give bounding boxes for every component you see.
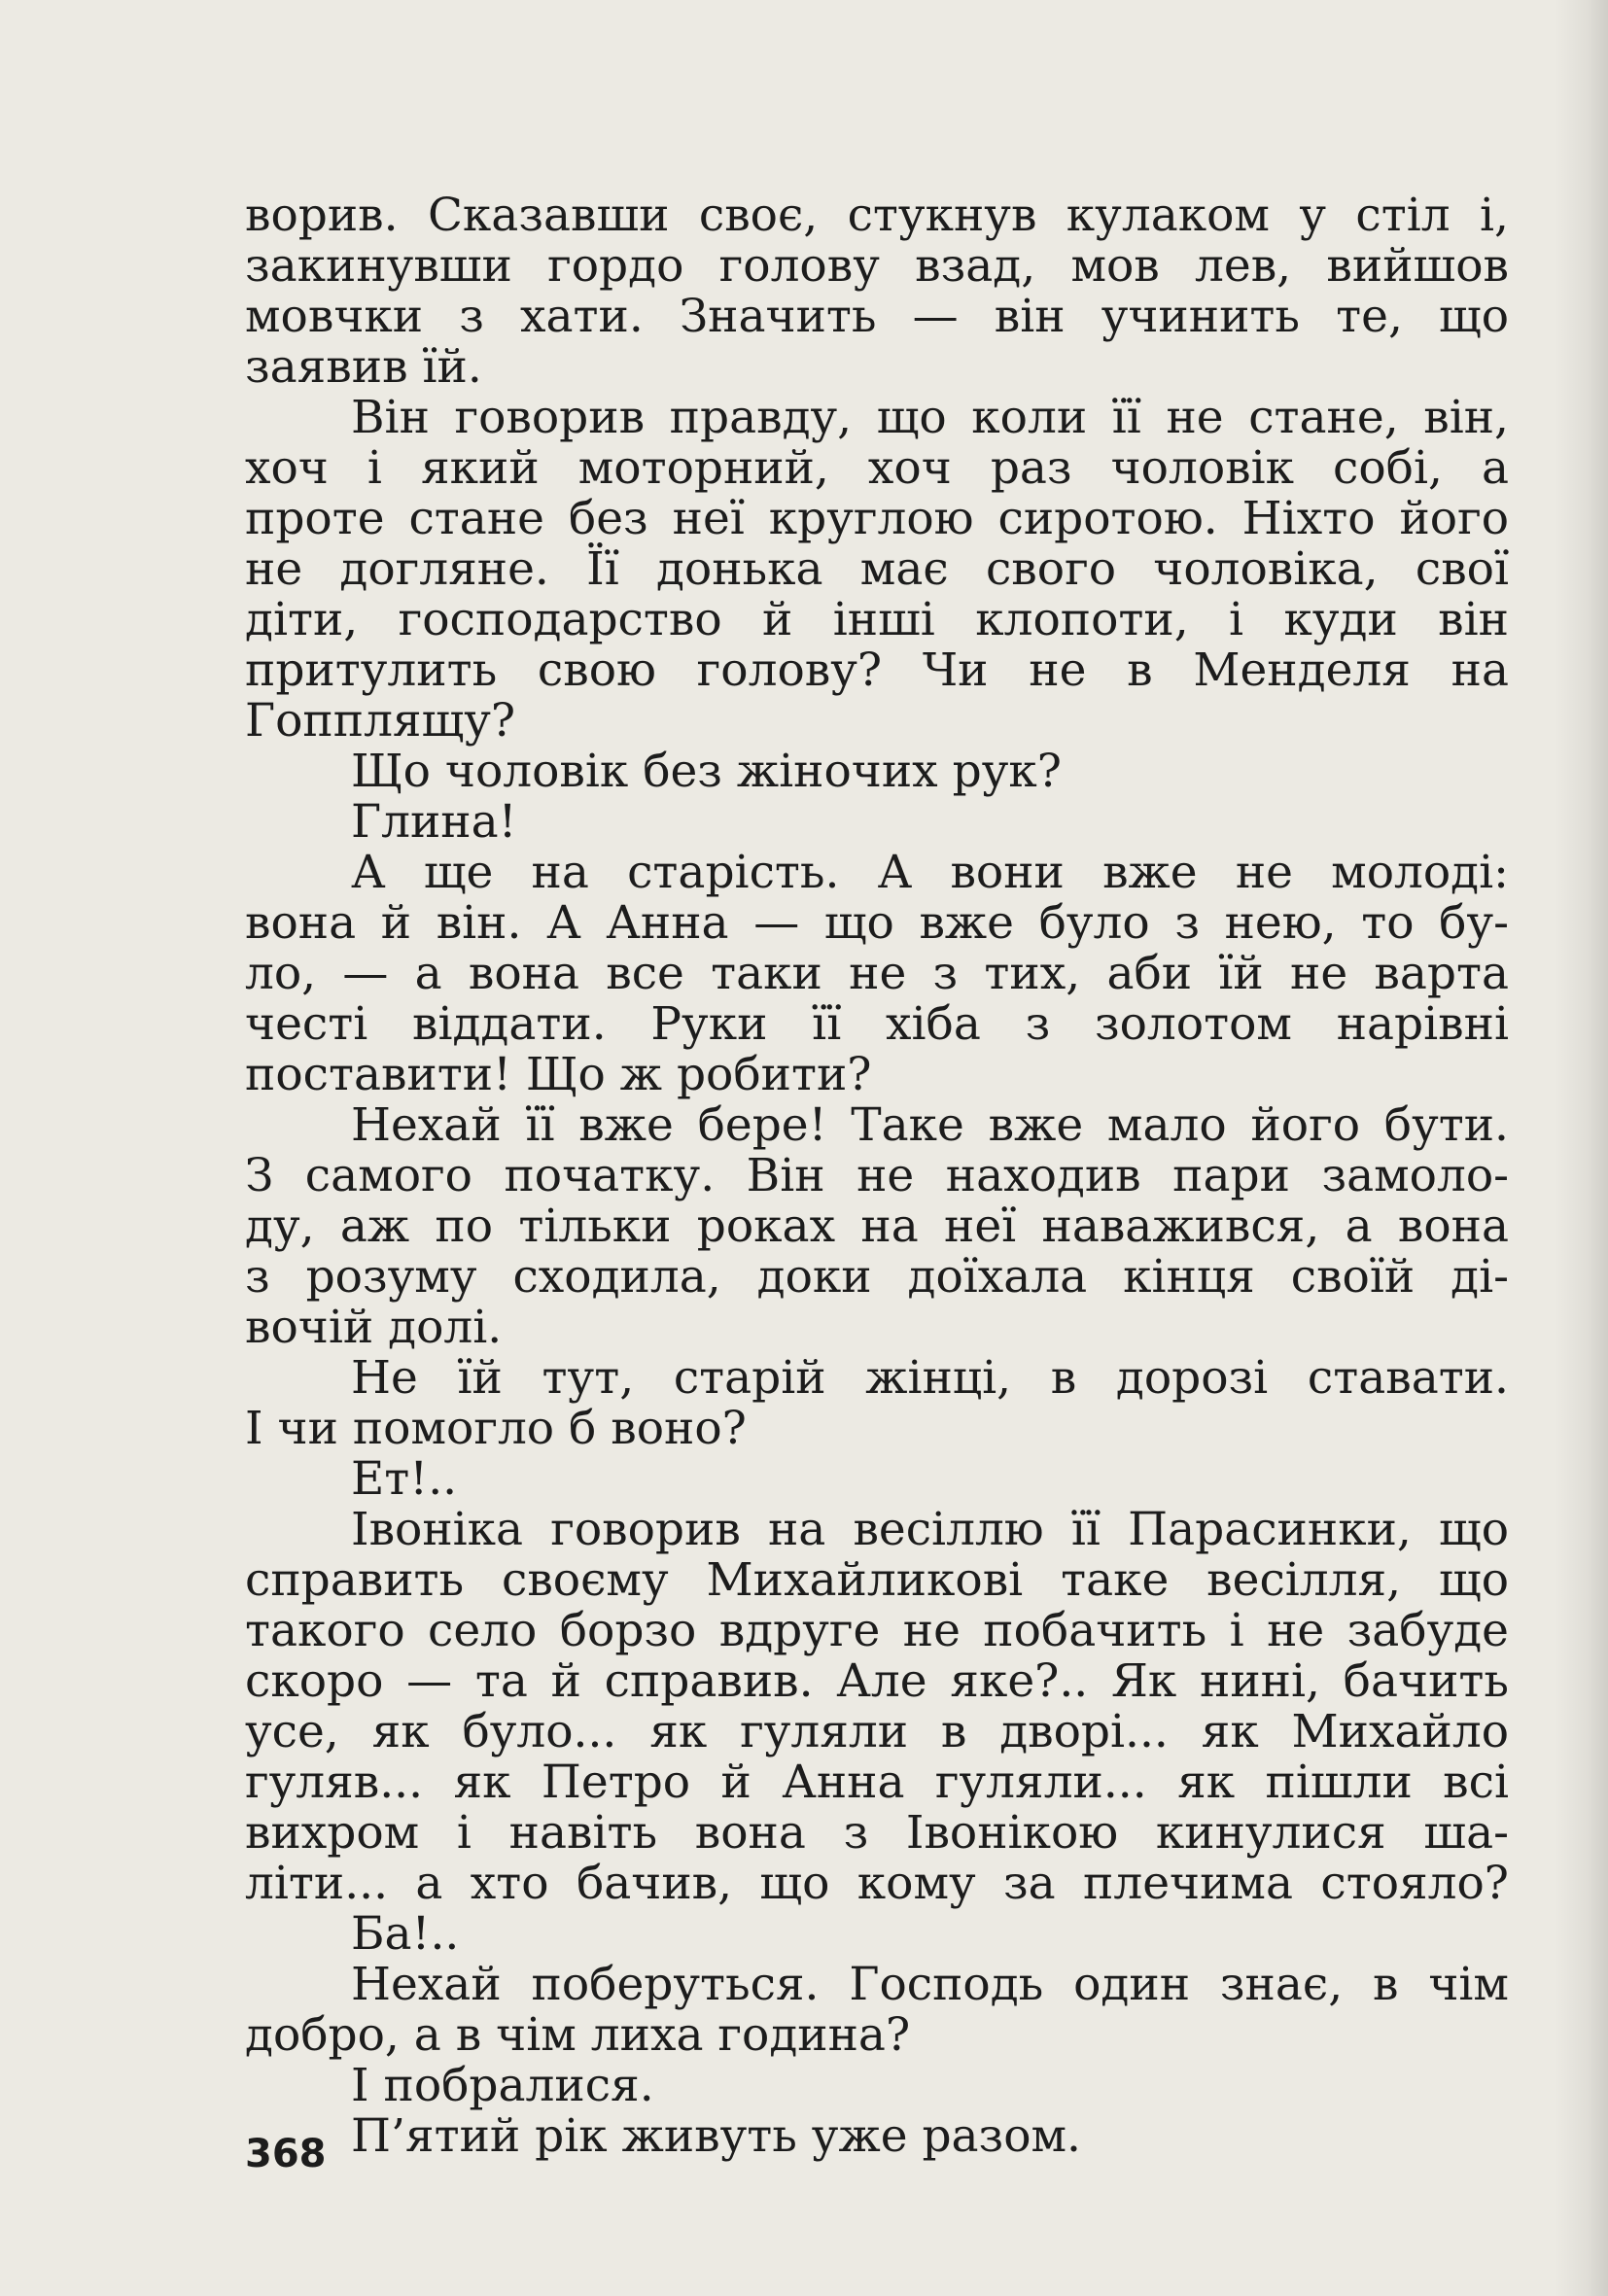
text-line: А ще на старість. А вони вже не молоді: (351, 846, 1509, 899)
text-line: мовчки з хати. Значить — він учинить те, що (245, 290, 1509, 343)
text-line: Нехай її вже бере! Таке вже мало його бути. (351, 1098, 1509, 1152)
text-line: не догляне. Її донька має свого чоловіка, свої (245, 542, 1509, 596)
text-line: Нехай поберуться. Господь один знає, в чім (351, 1958, 1509, 2011)
text-line: Ет!.. (351, 1452, 458, 1506)
spine-shadow (1555, 0, 1608, 2296)
text-line: Гопплящу? (245, 694, 516, 748)
text-line: Ба!.. (351, 1907, 460, 1961)
text-line: Що чоловік без жіночих рук? (351, 745, 1062, 798)
text-line: Не їй тут, старій жінці, в дорозі ставати. (351, 1351, 1509, 1405)
text-line: ворив. Сказавши своє, стукнув кулаком у стіл і, (245, 189, 1509, 242)
text-line: честі віддати. Руки її хіба з золотом нарівні (245, 997, 1509, 1051)
body-text (245, 191, 1509, 2162)
text-line: З самого початку. Він не находив пари замоло- (245, 1149, 1509, 1202)
text-line: такого село борзо вдруге не побачить і не забуде (245, 1604, 1509, 1657)
text-line: вихром і навіть вона з Івонікою кинулися ша- (245, 1806, 1509, 1860)
text-line: вона й він. А Анна — що вже було з нею, то бу- (245, 896, 1509, 950)
text-line: ду, аж по тільки роках на неї наважився, а вона (245, 1200, 1509, 1253)
text-line: з розуму сходила, доки доїхала кінця своїй ді- (245, 1250, 1509, 1304)
text-line: закинувши гордо голову взад, мов лев, вийшов (245, 239, 1509, 293)
text-line: добро, а в чім лиха година? (245, 2008, 911, 2062)
text-line: діти, господарство й інші клопоти, і куди він (245, 593, 1509, 646)
text-line: притулить свою голову? Чи не в Менделя на (245, 644, 1509, 697)
text-line: проте стане без неї круглою сиротою. Ніхто його (245, 492, 1509, 545)
text-line: справить своєму Михайликові таке весілля, що (245, 1553, 1509, 1607)
text-line: вочій долі. (245, 1301, 503, 1354)
text-line: усе, як було... як гуляли в дворі... як Михайло (245, 1705, 1509, 1758)
text-line: гуляв... як Петро й Анна гуляли... як пішли всі (245, 1756, 1509, 1809)
page-number: 368 (245, 2132, 327, 2176)
text-line: Івоніка говорив на весіллю її Парасинки, що (351, 1503, 1509, 1556)
text-line: ло, — а вона все таки не з тих, аби їй не варта (245, 947, 1509, 1000)
text-line: Глина! (351, 795, 517, 849)
text-line: поставити! Що ж робити? (245, 1048, 872, 1101)
text-line: І побралися. (351, 2059, 654, 2112)
text-line: хоч і який моторний, хоч раз чоловік собі, а (245, 441, 1509, 495)
text-line: скоро — та й справив. Але яке?.. Як нині, бачить (245, 1654, 1509, 1708)
text-line: заявив їй. (245, 340, 482, 394)
text-line: П’ятий рік живуть уже разом. (351, 2109, 1081, 2163)
text-line: І чи помогло б воно? (245, 1402, 747, 1455)
text-line: літи... а хто бачив, що кому за плечима стояло? (245, 1857, 1509, 1910)
text-line: Він говорив правду, що коли її не стане, він, (351, 391, 1509, 444)
